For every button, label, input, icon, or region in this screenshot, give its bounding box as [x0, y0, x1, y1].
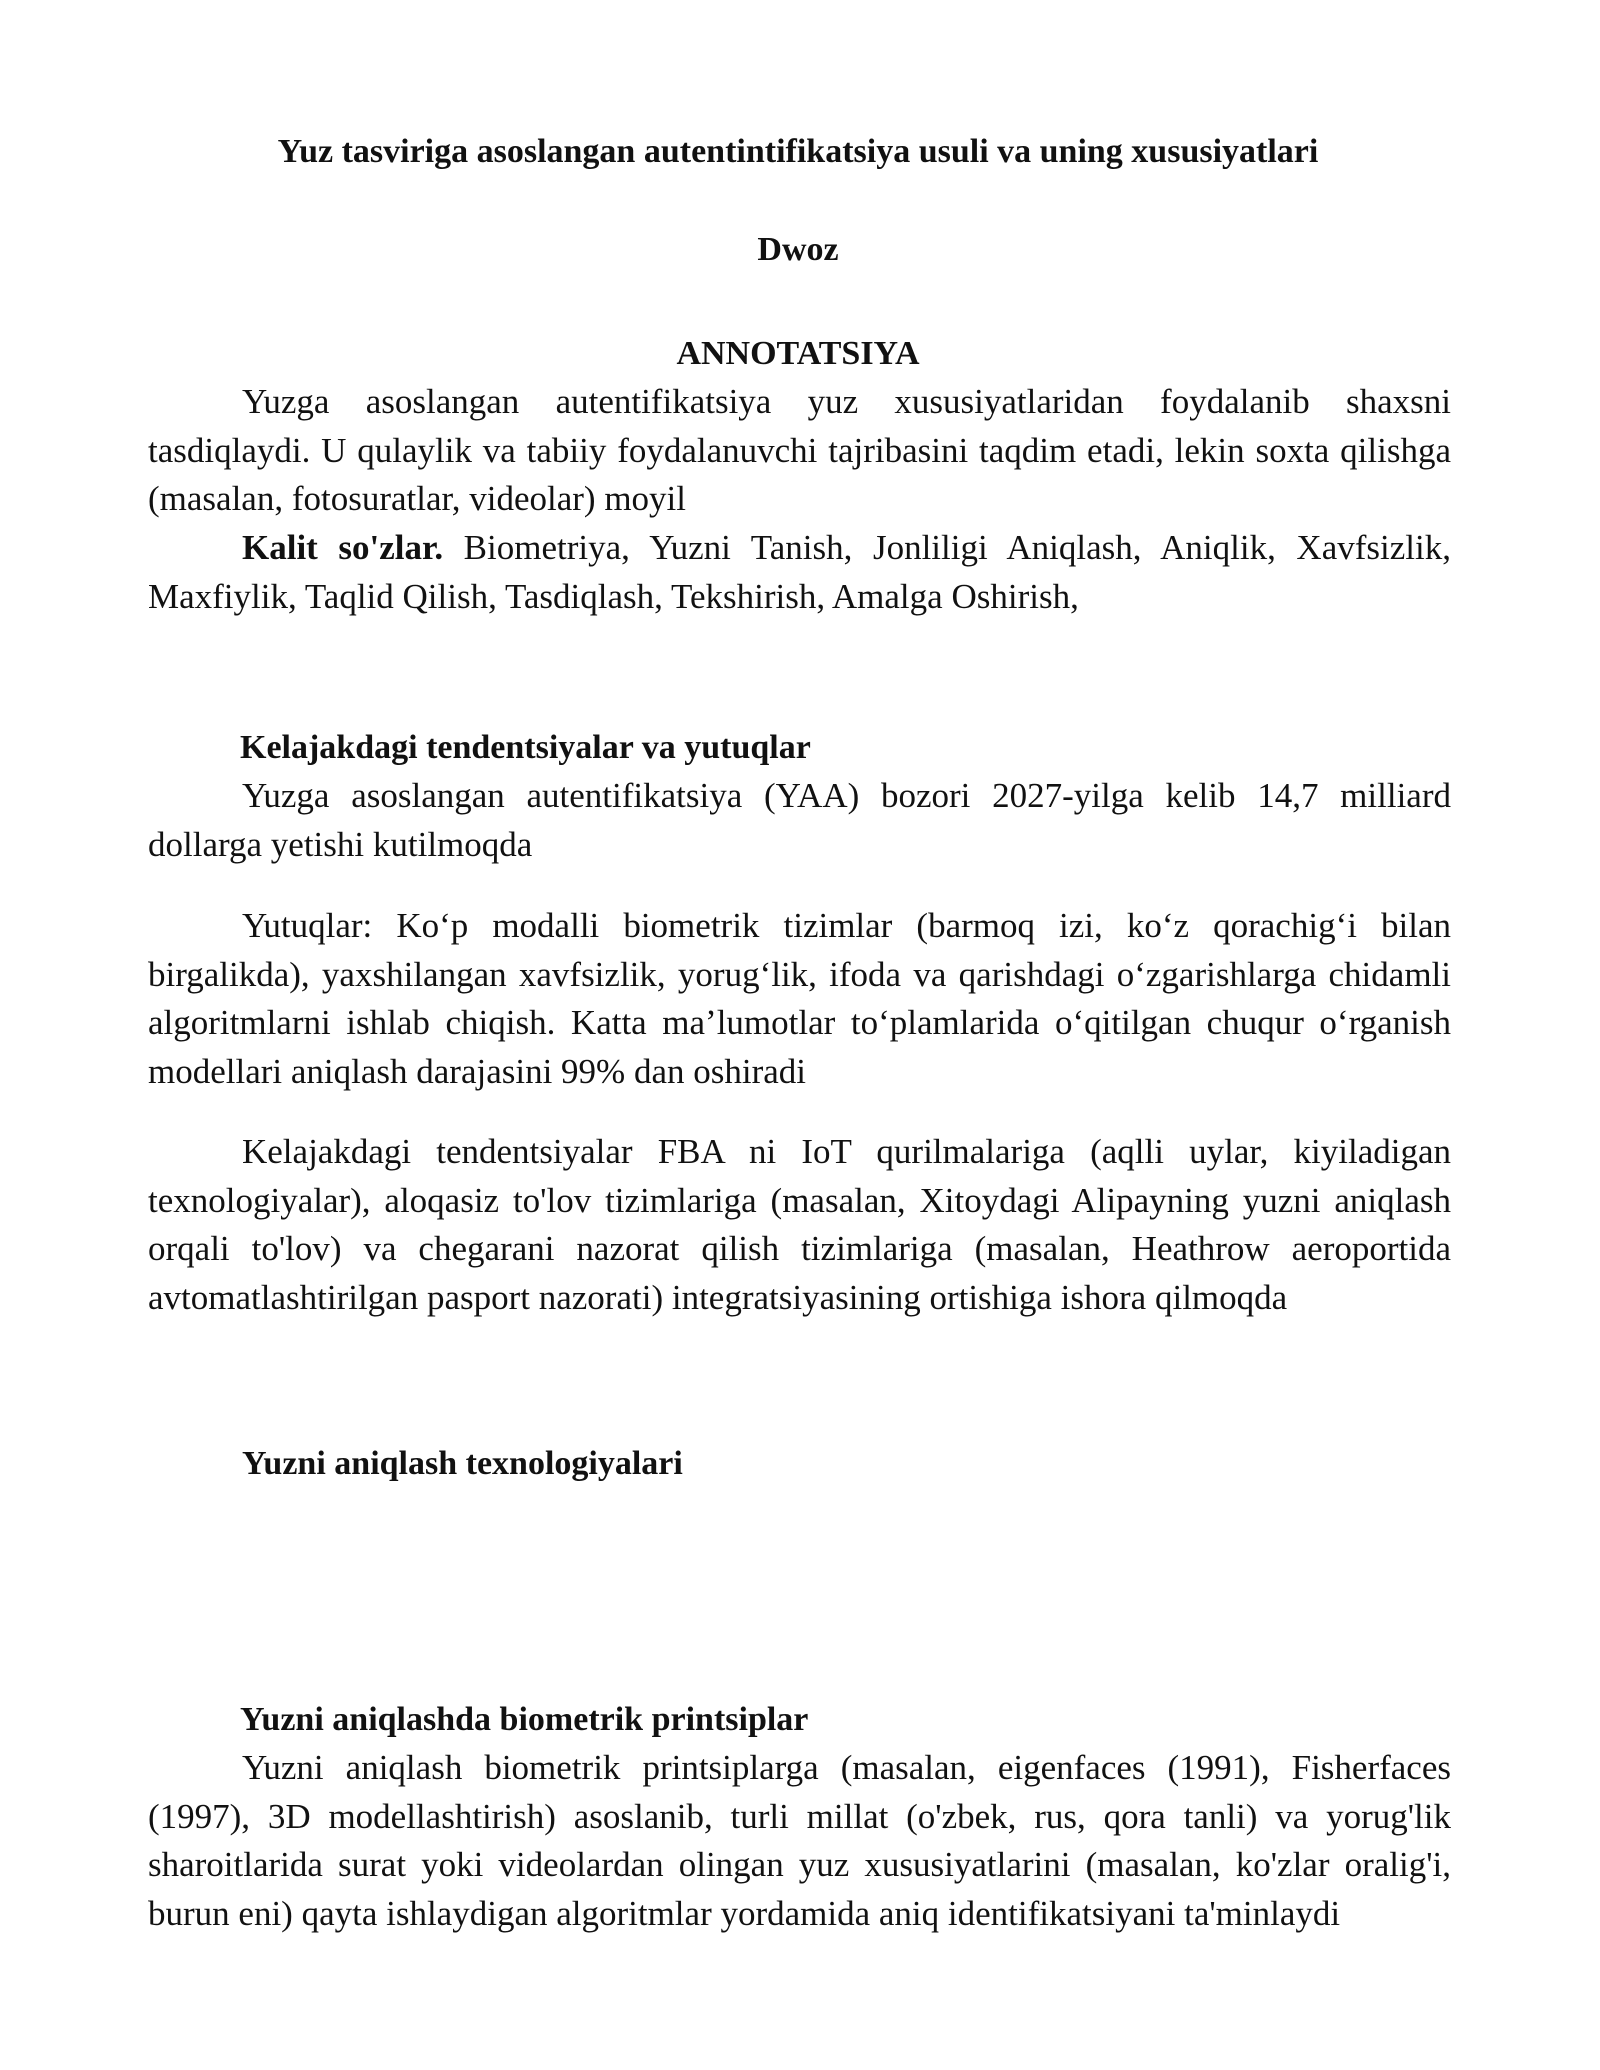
keywords-text: Biometriya, Yuzni Tanish, Jonliligi Aniqlash, Aniqlik, Xavfsizlik, Maxfiylik, Taqlid Qilish, Tasdiqlash, Tekshirish, Amalga Oshirish, — [148, 528, 1451, 616]
keywords-label: Kalit so'zlar. — [242, 528, 444, 567]
section-heading-trends: Kelajakdagi tendentsiyalar va yutuqlar — [240, 729, 811, 766]
biometric-paragraph: Yuzni aniqlash biometrik printsiplarga (masalan, eigenfaces (1991), Fisherfaces (1997), 3D modellashtirish) asoslanib, turli millat (o'zbek, rus, qora tanli) va yorug'lik sharoitlarida surat yoki videolardan olingan yuz xususiyatlarini (masalan, ko'zlar oralig'i, burun eni) qayta ishlaydigan algoritmlar yordamida aniq identifikatsiyani ta'minlaydi — [148, 1748, 1451, 1933]
trends-paragraph-1: Yuzga asoslangan autentifikatsiya (YAA) bozori 2027-yilga kelib 14,7 milliard dollarga yetishi kutilmoqda — [148, 776, 1451, 864]
annotation-paragraph: Yuzga asoslangan autentifikatsiya yuz xususiyatlaridan foydalanib shaxsni tasdiqlaydi. U qulaylik va tabiiy foydalanuvchi tajribasini taqdim etadi, lekin soxta qilishga (masalan, fotosuratlar, videolar) moyil — [148, 382, 1451, 518]
annotation-heading: ANNOTATSIYA — [676, 335, 920, 372]
document-title: Yuz tasviriga asoslangan autentintifikatsiya usuli va uning xususiyatlari — [277, 133, 1319, 170]
section-heading-biometric: Yuzni aniqlashda biometrik printsiplar — [240, 1701, 809, 1738]
trends-paragraph-3: Kelajakdagi tendentsiyalar FBA ni IoT qurilmalariga (aqlli uylar, kiyiladigan texnologiyalar), aloqasiz to'lov tizimlariga (masalan, Xitoydagi Alipayning yuzni aniqlash orqali to'lov) va chegarani nazorat qilish tizimlariga (masalan, Heathrow aeroportida avtomatlashtirilgan pasport nazorati) integratsiyasining ortishiga ishora qilmoqda — [148, 1132, 1451, 1317]
trends-paragraph-2: Yutuqlar: Koʻp modalli biometrik tizimlar (barmoq izi, koʻz qorachigʻi bilan birgalikda), yaxshilangan xavfsizlik, yorugʻlik, ifoda va qarishdagi oʻzgarishlarga chidamli algoritmlarni ishlab chiqish. Katta maʼlumotlar toʻplamlarida oʻqitilgan chuqur oʻrganish modellari aniqlash darajasini 99% dan oshiradi — [148, 906, 1451, 1091]
section-heading-technologies: Yuzni aniqlash texnologiyalari — [242, 1445, 683, 1482]
keywords-paragraph — [148, 524, 1451, 621]
author-name: Dwoz — [757, 231, 839, 268]
